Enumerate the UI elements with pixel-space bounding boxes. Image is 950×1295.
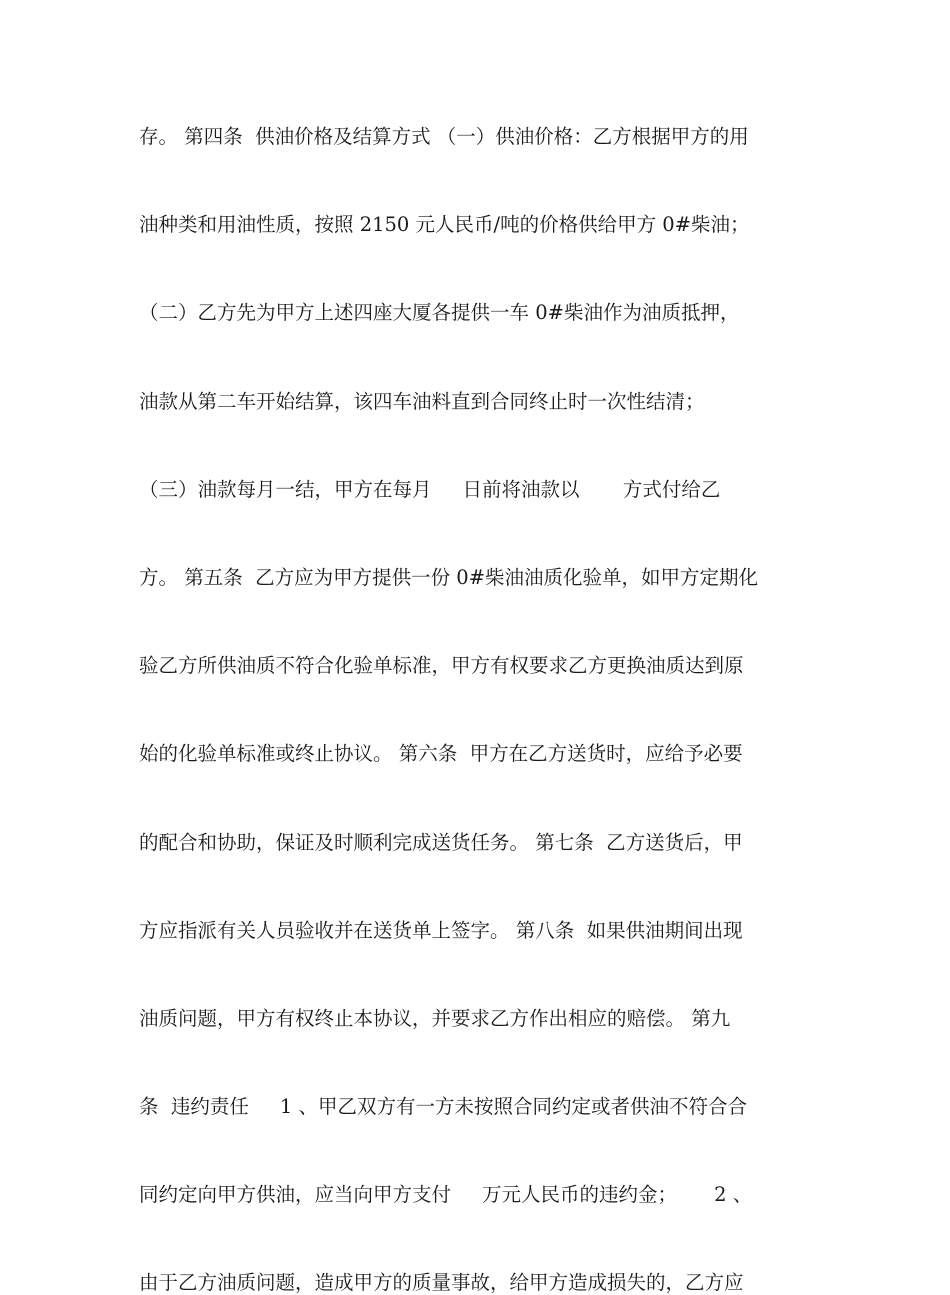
document-body [139, 124, 819, 1295]
text-line: 方应指派有关人员验收并在送货单上签字。 第八条 如果供油期间出现 [139, 918, 743, 942]
text-line: 由于乙方油质问题，造成甲方的质量事故，给甲方造成损失的，乙方应 [139, 1271, 744, 1295]
text-line: （二）乙方先为甲方上述四座大厦各提供一车 0#柴油作为油质抵押， [139, 301, 740, 325]
text-line: 油种类和用油性质，按照 2150 元人民币/吨的价格供给甲方 0#柴油； [139, 213, 750, 237]
text-line: 同约定向甲方供油，应当向甲方支付 万元人民币的违约金； 2 、 [139, 1183, 753, 1207]
text-line: 的配合和协助，保证及时顺利完成送货任务。 第七条 乙方送货后，甲 [139, 830, 743, 854]
text-line: （三）油款每月一结，甲方在每月 日前将油款以 方式付给乙 [139, 477, 721, 501]
text-line: 方。 第五条 乙方应为甲方提供一份 0#柴油油质化验单，如甲方定期化 [139, 565, 759, 589]
text-line: 油质问题，甲方有权终止本协议，并要求乙方作出相应的赔偿。 第九 [139, 1006, 731, 1030]
text-line: 始的化验单标准或终止协议。 第六条 甲方在乙方送货时，应给予必要 [139, 742, 743, 766]
text-line: 存。 第四条 供油价格及结算方式 （一）供油价格：乙方根据甲方的用 [139, 125, 749, 148]
text-line: 条 违约责任 1 、甲乙双方有一方未按照合同约定或者供油不符合合 [139, 1095, 747, 1119]
text-line: 验乙方所供油质不符合化验单标准，甲方有权要求乙方更换油质达到原 [139, 654, 744, 678]
text-line: 油款从第二车开始结算，该四车油料直到合同终止时一次性结清； [139, 389, 705, 413]
